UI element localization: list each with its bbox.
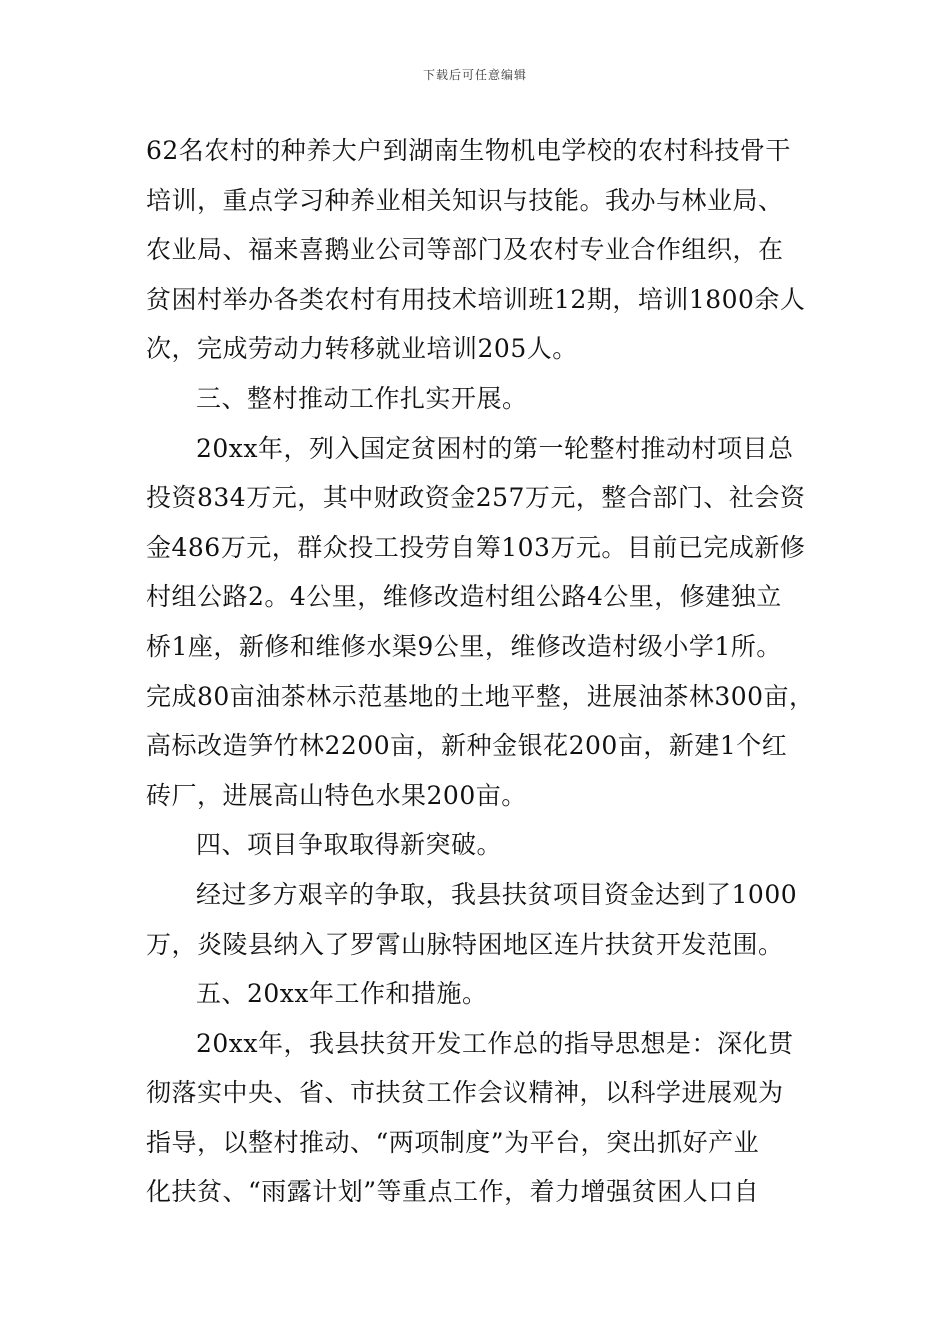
text-line: 村组公路2。4公里，维修改造村组公路4公里，修建独立 — [146, 582, 782, 612]
text-line: 彻落实中央、省、市扶贫工作会议精神，以科学进展观为 — [146, 1078, 784, 1108]
text-line: 完成80亩油茶林示范基地的土地平整，进展油茶林300亩， — [146, 681, 815, 711]
text-line: 贫困村举办各类农村有用技术培训班12期，培训1800余人 — [146, 284, 806, 314]
text-line: 万，炎陵县纳入了罗霄山脉特困地区连片扶贫开发范围。 — [146, 929, 784, 959]
text-line: 培训，重点学习种养业相关知识与技能。我办与林业局、 — [146, 185, 784, 215]
document-body — [146, 126, 818, 1217]
text-line: 次，完成劳动力转移就业培训205人。 — [146, 334, 578, 364]
text-line: 指导，以整村推动、“两项制度”为平台，突出抓好产业 — [146, 1127, 760, 1157]
section-heading: 五、20xx年工作和措施。 — [196, 979, 488, 1009]
page-header: 下载后可任意编辑 — [422, 68, 527, 82]
section-heading: 三、整村推动工作扎实开展。 — [196, 383, 528, 413]
text-line: 投资834万元，其中财政资金257万元，整合部门、社会资 — [146, 483, 806, 513]
section-heading: 四、项目争取取得新突破。 — [196, 830, 503, 860]
text-line: 桥1座，新修和维修水渠9公里，维修改造村级小学1所。 — [146, 631, 782, 661]
text-line: 化扶贫、“雨露计划”等重点工作，着力增强贫困人口自 — [146, 1177, 760, 1207]
text-line: 经过多方艰辛的争取，我县扶贫项目资金达到了1000 — [196, 879, 798, 909]
text-line: 农业局、福来喜鹅业公司等部门及农村专业合作组织，在 — [146, 235, 784, 265]
text-line: 金486万元，群众投工投劳自筹103万元。目前已完成新修 — [146, 532, 806, 562]
text-line: 砖厂，进展高山特色水果200亩。 — [146, 780, 527, 810]
text-line: 高标改造笋竹林2200亩，新种金银花200亩，新建1个红 — [146, 731, 788, 761]
text-line: 20xx年，我县扶贫开发工作总的指导思想是：深化贯 — [196, 1028, 794, 1058]
text-line: 62名农村的种养大户到湖南生物机电学校的农村科技骨干 — [146, 136, 791, 165]
text-line: 20xx年，列入国定贫困村的第一轮整村推动村项目总 — [196, 433, 794, 463]
